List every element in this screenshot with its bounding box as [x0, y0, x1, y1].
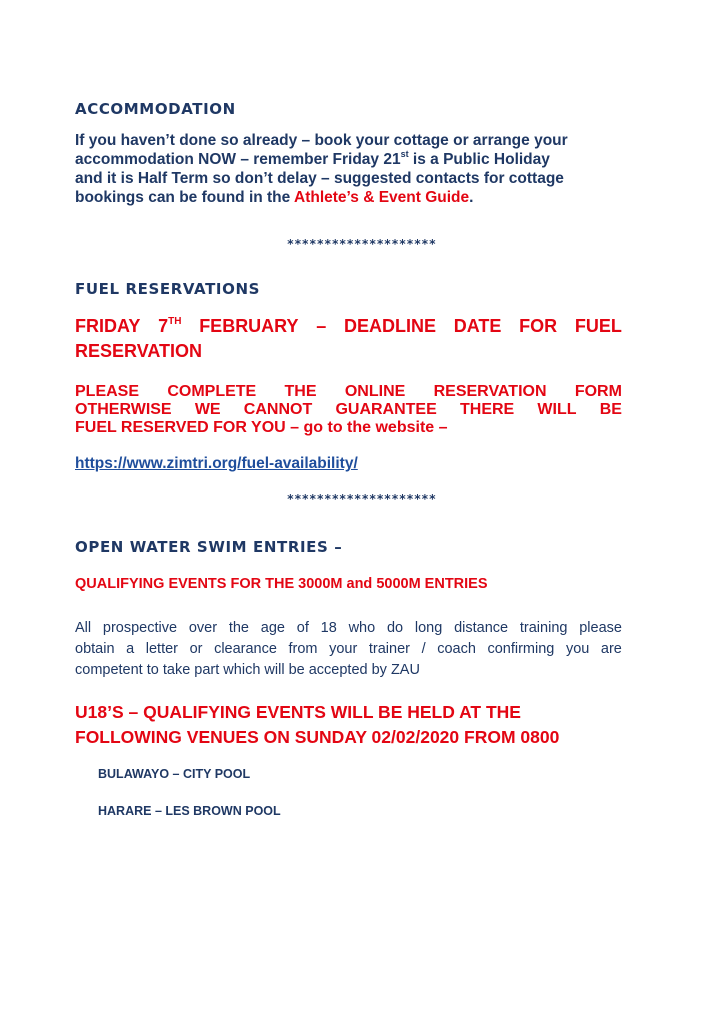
prose-word: confirming: [487, 641, 555, 657]
deadline-word: DEADLINE: [344, 316, 437, 336]
prose-word: letter: [145, 641, 178, 657]
fuel-deadline-line-2: RESERVATION: [75, 341, 203, 361]
prose-word: of: [296, 620, 309, 636]
open-water-paragraph: [75, 618, 622, 681]
fuel-instructions: [75, 383, 622, 437]
fuel-availability-link[interactable]: https://www.zimtri.org/fuel-availability/: [75, 455, 358, 472]
deadline-day: 7: [158, 316, 169, 336]
deadline-word: FEBRUARY: [199, 316, 299, 336]
prose-word: do: [386, 620, 404, 636]
open-water-line-1: [75, 618, 622, 639]
accommodation-line-1: If you haven’t done so already – book your cottage or arrange your: [75, 132, 568, 149]
deadline-word: DATE: [453, 316, 502, 336]
prose-word: please: [579, 620, 622, 636]
u18-line-2: FOLLOWING VENUES ON SUNDAY 02/02/2020 FROM 0800: [75, 727, 560, 747]
accommodation-line-4-text: bookings can be found in the: [75, 189, 295, 206]
prose-word: trainer: [368, 641, 410, 657]
instruction-word: WILL: [537, 401, 577, 418]
venue-item: BULAWAYO – CITY POOL: [98, 767, 251, 781]
instruction-word: WE: [194, 401, 221, 418]
separator-2: ********************: [287, 492, 437, 506]
qualifying-events-subheading: QUALIFYING EVENTS FOR THE 3000M and 5000M ENTRIES: [75, 576, 488, 592]
fuel-heading: FUEL RESERVATIONS: [75, 280, 261, 298]
instruction-word: GUARANTEE: [335, 401, 437, 418]
deadline-word: –: [316, 316, 327, 336]
prose-word: training: [519, 620, 568, 636]
deadline-word: FOR: [519, 316, 558, 336]
open-water-line-3: competent to take part which will be accepted by ZAU: [75, 662, 420, 678]
instruction-word: OTHERWISE: [75, 401, 172, 418]
deadline-word: FUEL: [574, 316, 622, 336]
prose-word: a: [126, 641, 135, 657]
accommodation-line-2-text: accommodation NOW – remember Friday 21: [75, 151, 401, 168]
prose-word: All: [75, 620, 92, 636]
accommodation-line-4-end: .: [469, 189, 474, 206]
accommodation-line-2-rest: is a Public Holiday: [408, 151, 550, 168]
instruction-word: RESERVATION: [433, 383, 547, 400]
u18-line-1: U18’S – QUALIFYING EVENTS WILL BE HELD AT THE: [75, 702, 521, 722]
prose-word: age: [260, 620, 285, 636]
fuel-instructions-line-1: [75, 383, 622, 401]
open-water-line-2: [75, 639, 622, 660]
accommodation-line-2: [75, 150, 635, 169]
instruction-word: ONLINE: [344, 383, 406, 400]
prose-word: 18: [320, 620, 337, 636]
deadline-date: [158, 314, 181, 339]
accommodation-heading: ACCOMMODATION: [75, 100, 236, 118]
prose-word: who: [348, 620, 376, 636]
venue-item: HARARE – LES BROWN POOL: [98, 804, 281, 818]
open-water-heading: OPEN WATER SWIM ENTRIES –: [75, 538, 343, 556]
prose-word: clearance: [214, 641, 277, 657]
prose-word: your: [329, 641, 358, 657]
instruction-word: PLEASE: [75, 383, 140, 400]
ordinal-suffix: st: [400, 149, 409, 159]
instruction-word: CANNOT: [243, 401, 313, 418]
fuel-instructions-line-3: FUEL RESERVED FOR YOU – go to the website –: [75, 419, 448, 436]
prose-word: or: [189, 641, 203, 657]
accommodation-line-4: [75, 188, 635, 207]
prose-word: prospective: [102, 620, 178, 636]
athlete-guide-link[interactable]: Athlete’s & Event Guide: [294, 189, 470, 206]
prose-word: /: [421, 641, 426, 657]
prose-word: are: [600, 641, 622, 657]
instruction-word: THE: [284, 383, 317, 400]
prose-word: obtain: [75, 641, 115, 657]
prose-word: coach: [437, 641, 476, 657]
u18-qualifying-notice: [75, 700, 635, 750]
prose-word: over: [188, 620, 218, 636]
deadline-ordinal: TH: [168, 316, 182, 327]
instruction-word: FORM: [574, 383, 622, 400]
fuel-deadline: [75, 314, 622, 364]
instruction-word: BE: [599, 401, 622, 418]
deadline-word: FRIDAY: [75, 316, 141, 336]
prose-word: distance: [454, 620, 509, 636]
instruction-word: THERE: [459, 401, 515, 418]
fuel-instructions-line-2: [75, 401, 622, 419]
accommodation-paragraph: [75, 131, 635, 207]
prose-word: long: [414, 620, 443, 636]
prose-word: you: [565, 641, 590, 657]
prose-word: the: [228, 620, 250, 636]
accommodation-line-3: and it is Half Term so don’t delay – suggested contacts for cottage: [75, 170, 564, 187]
instruction-word: COMPLETE: [167, 383, 257, 400]
prose-word: from: [288, 641, 318, 657]
separator-1: ********************: [287, 237, 437, 251]
fuel-deadline-line-1: [75, 314, 622, 339]
